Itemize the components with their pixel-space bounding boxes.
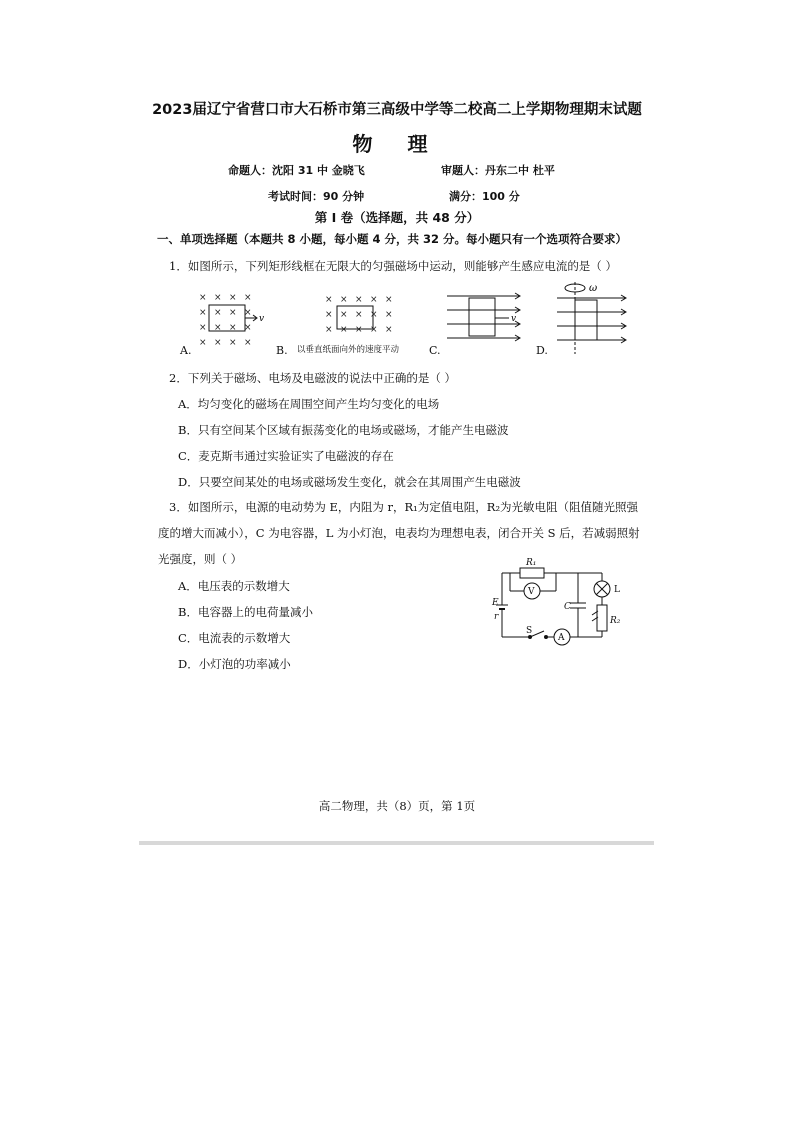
q1-label-b: B. [276,344,288,357]
q2-stem: 2．下列关于磁场、电场及电磁波的说法中正确的是（ ） [169,371,456,385]
svg-text:×: × [244,323,252,333]
svg-text:×: × [214,323,222,333]
q2-option-d: D．只要空间某处的电场或磁场发生变化，就会在其周围产生电磁波 [178,475,521,489]
svg-text:×: × [370,310,378,320]
setter-line: 命题人：沈阳 31 中 金晓飞 [228,164,365,177]
svg-text:×: × [214,308,222,318]
svg-text:×: × [244,338,252,348]
q3-circuit-diagram [490,553,630,653]
svg-text:×: × [340,310,348,320]
svg-text:×: × [199,293,207,303]
svg-text:×: × [244,293,252,303]
q3-option-c: C．电流表的示数增大 [178,631,291,645]
svg-text:×: × [214,293,222,303]
emf-label: E [492,598,499,608]
velocity-label: v [511,314,517,324]
svg-text:×: × [229,323,237,333]
svg-text:×: × [199,308,207,318]
capacitor-label: C [564,602,571,612]
svg-text:×: × [385,310,393,320]
omega-label: ω [589,283,598,294]
r2-photoresistor [597,605,607,631]
q3-stem-line2: 度的增大而减小），C 为电容器，L 为小灯泡，电表均为理想电表，闭合开关 S 后，若减弱照射 [158,526,640,540]
q1-figure-d [553,280,633,355]
page-divider [139,841,654,845]
svg-text:×: × [325,295,333,305]
q2-option-c: C．麦克斯韦通过实验证实了电磁波的存在 [178,449,394,463]
q1-label-d: D. [536,344,548,357]
subject-heading: 物 理 [352,132,442,156]
internal-resistance-label: r [494,612,499,622]
paper-title: 2023届辽宁省营口市大石桥市第三高级中学等二校高二上学期物理期末试题 [152,102,642,118]
svg-text:×: × [214,338,222,348]
svg-text:×: × [229,338,237,348]
q3-option-d: D．小灯泡的功率减小 [178,657,291,671]
svg-text:×: × [385,295,393,305]
voltmeter-label: V [528,587,535,597]
part-instructions: 一、单项选择题（本题共 8 小题，每小题 4 分，共 32 分。每小题只有一个选项符合要求） [157,232,628,246]
full-score: 满分：100 分 [449,190,520,203]
q1-stem: 1．如图所示，下列矩形线框在无限大的匀强磁场中运动，则能够产生感应电流的是（ ） [169,259,617,273]
svg-text:×: × [355,325,363,335]
ammeter-label: A [558,633,565,643]
section-heading: 第 I 卷（选择题，共 48 分） [314,210,480,225]
svg-text:×: × [340,295,348,305]
page-footer: 高二物理，共（8）页，第 1页 [318,799,476,813]
q2-option-a: A．均匀变化的磁场在周围空间产生均匀变化的电场 [178,397,440,411]
svg-text:×: × [244,308,252,318]
q3-option-a: A．电压表的示数增大 [178,579,290,593]
svg-text:×: × [199,338,207,348]
q3-option-b: B．电容器上的电荷量减小 [178,605,313,619]
svg-text:×: × [385,325,393,335]
q1-figure-c [447,288,527,348]
svg-text:×: × [355,310,363,320]
svg-text:×: × [325,310,333,320]
svg-text:×: × [229,308,237,318]
lamp-label: L [614,585,620,595]
exam-time: 考试时间：90 分钟 [268,190,365,203]
velocity-label: v [259,314,265,324]
q3-stem-line3: 光强度，则（ ） [158,552,243,566]
svg-text:×: × [370,295,378,305]
q1-b-caption: 以垂直纸面向外的速度平动 [297,345,400,355]
svg-text:×: × [370,325,378,335]
svg-text:×: × [355,295,363,305]
svg-text:×: × [199,323,207,333]
q2-option-b: B．只有空间某个区域有振荡变化的电场或磁场，才能产生电磁波 [178,423,509,437]
r1-resistor [520,568,544,578]
q3-stem-line1: 3．如图所示，电源的电动势为 E，内阻为 r，R₁为定值电阻，R₂为光敏电阻（阻值随光照强 [169,500,639,514]
svg-text:×: × [325,325,333,335]
q1-figure-a [195,290,270,350]
q1-figure-b [323,290,413,340]
svg-text:×: × [229,293,237,303]
q1-label-a: A. [180,344,192,357]
reviewer-line: 审题人：丹东二中 杜平 [441,164,555,177]
q1-label-c: C. [429,344,441,357]
r1-label: R₁ [526,558,537,568]
svg-text:×: × [340,325,348,335]
r2-label: R₂ [610,616,621,626]
switch-label: S [526,626,533,636]
